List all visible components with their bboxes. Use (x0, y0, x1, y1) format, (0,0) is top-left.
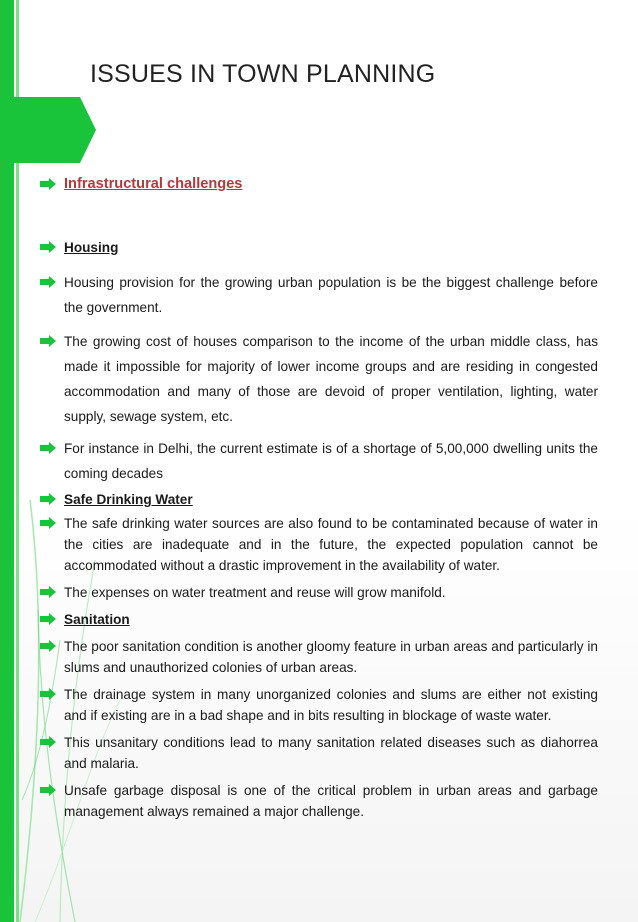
left-accent-bar (0, 0, 14, 922)
bullet-garbage-disposal: Unsafe garbage disposal is one of the critical problem in urban areas and garbage management always remained a major challenge. (40, 780, 598, 822)
bullet-infrastructural-challenges: Infrastructural challenges (40, 172, 598, 197)
arrow-bullet-icon (40, 178, 56, 190)
bullet-housing-provision: Housing provision for the growing urban population is be the biggest challenge before the government. (40, 270, 598, 320)
bullet-housing: Housing (40, 235, 598, 260)
arrow-bullet-icon (40, 493, 56, 505)
bullet-list (40, 172, 598, 822)
bullet-delhi-shortage: For instance in Delhi, the current estimate is of a shortage of 5,00,000 dwelling units the coming decades (40, 436, 598, 486)
bullet-sanitation: Sanitation (40, 609, 598, 630)
arrow-bullet-icon (40, 276, 56, 288)
bullet-poor-sanitation: The poor sanitation condition is another gloomy feature in urban areas and particularly in slums and unauthorized colonies of urban areas. (40, 636, 598, 678)
bullet-growing-cost: The growing cost of houses comparison to the income of the urban middle class, has made it impossible for majority of lower income groups and are residing in congested accommodation and many of those are devoid of proper ventilation, lighting, water supply, sewage system, etc. (40, 329, 598, 429)
arrow-bullet-icon (40, 640, 56, 652)
bullet-water-treatment: The expenses on water treatment and reuse will grow manifold. (40, 582, 598, 603)
page-title: ISSUES IN TOWN PLANNING (90, 60, 436, 88)
title-tab-shape (14, 97, 96, 163)
arrow-bullet-icon (40, 736, 56, 748)
bullet-drainage-system: The drainage system in many unorganized colonies and slums are either not existing and if existing are in a bad shape and in bits resulting in blockage of waste water. (40, 684, 598, 726)
arrow-bullet-icon (40, 586, 56, 598)
arrow-bullet-icon (40, 442, 56, 454)
arrow-bullet-icon (40, 241, 56, 253)
arrow-bullet-icon (40, 613, 56, 625)
bullet-safe-drinking-water: Safe Drinking Water (40, 489, 598, 510)
arrow-bullet-icon (40, 335, 56, 347)
bullet-unsanitary-diseases: This unsanitary conditions lead to many sanitation related diseases such as diahorrea and malaria. (40, 732, 598, 774)
arrow-bullet-icon (40, 688, 56, 700)
arrow-bullet-icon (40, 784, 56, 796)
arrow-bullet-icon (40, 517, 56, 529)
bullet-water-contaminated: The safe drinking water sources are also found to be contaminated because of water in the cities are inadequate and in the future, the expected population cannot be accommodated without a drastic improvement in the availability of water. (40, 513, 598, 576)
